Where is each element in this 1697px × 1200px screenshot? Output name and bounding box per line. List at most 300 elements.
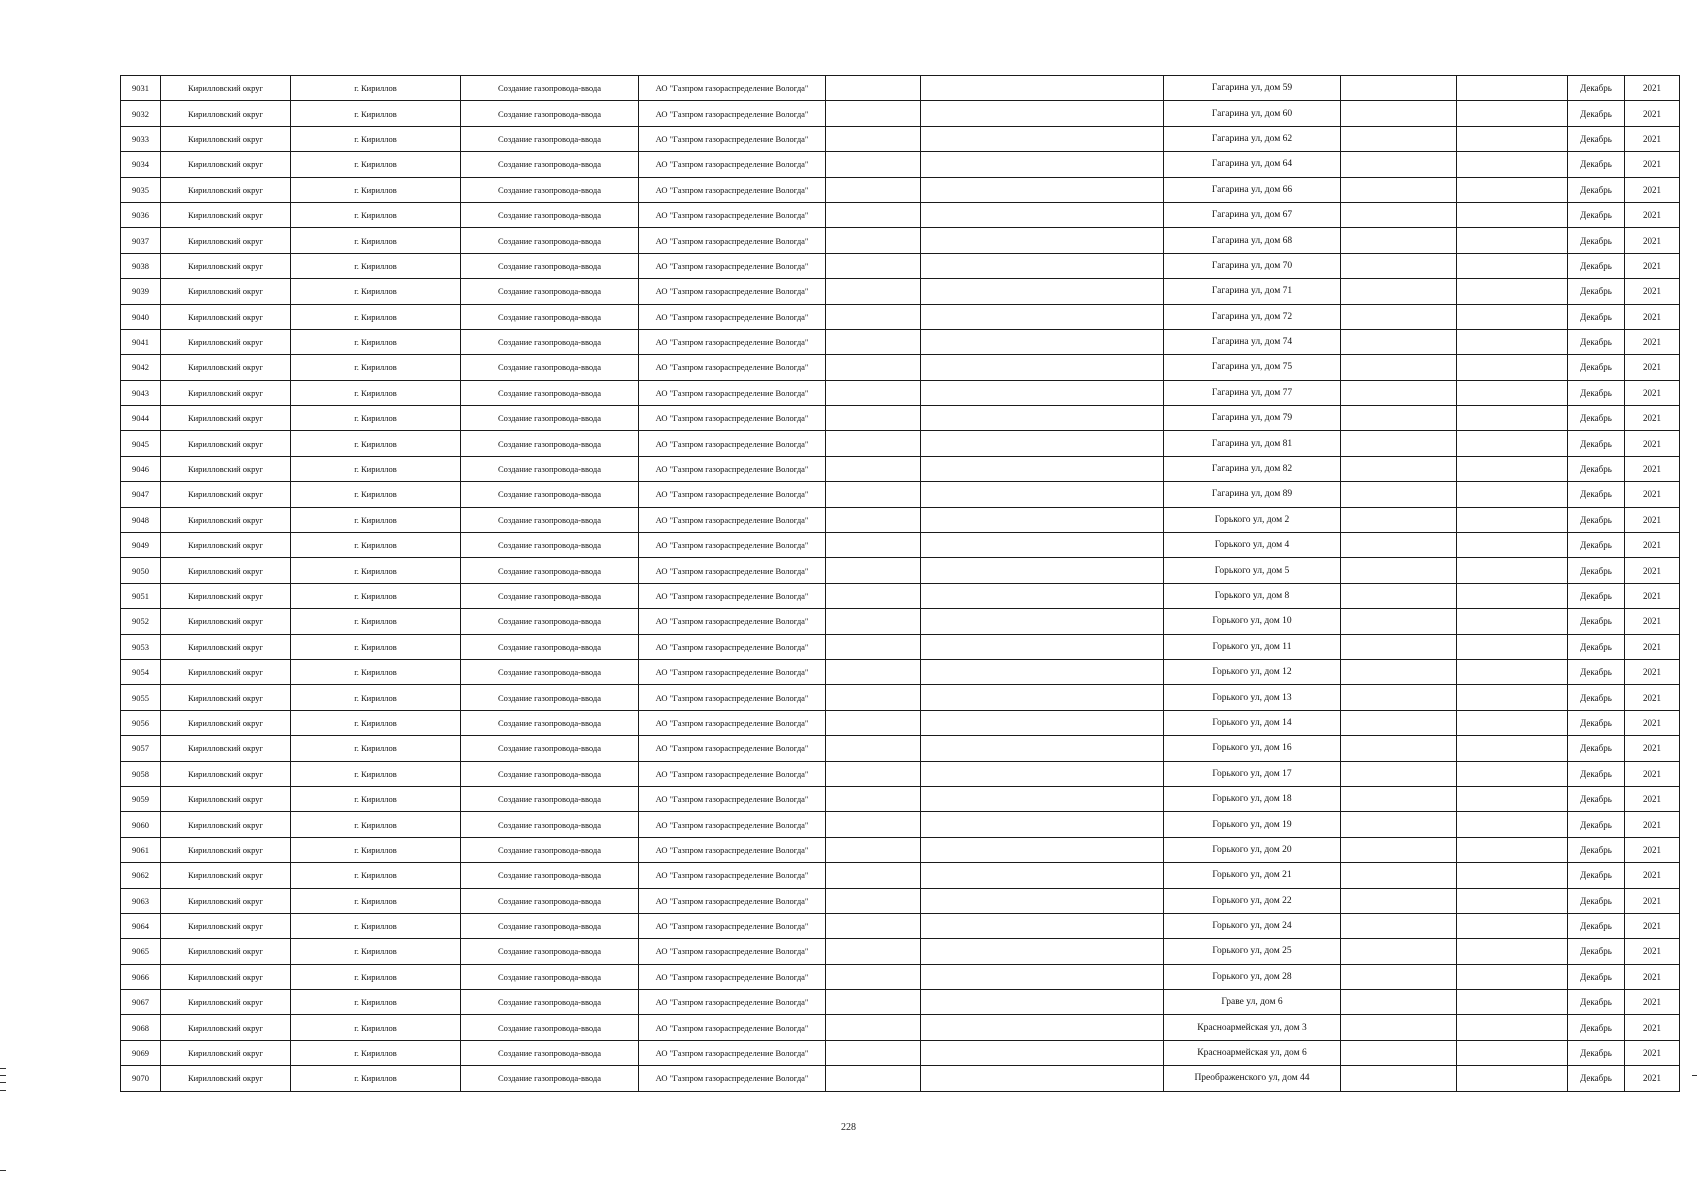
table-row bbox=[121, 279, 1680, 304]
empty-cell bbox=[921, 583, 1164, 608]
table-row bbox=[121, 253, 1680, 278]
empty-cell bbox=[921, 990, 1164, 1015]
empty-cell bbox=[1341, 101, 1457, 126]
row-number-cell: 9056 bbox=[121, 710, 161, 735]
empty-cell bbox=[921, 609, 1164, 634]
empty-cell bbox=[1341, 558, 1457, 583]
organization-cell: АО "Газпром газораспределение Вологда" bbox=[639, 964, 826, 989]
empty-cell bbox=[921, 659, 1164, 684]
address-cell: Горького ул, дом 21 bbox=[1164, 863, 1341, 888]
row-number-cell: 9041 bbox=[121, 329, 161, 354]
empty-cell bbox=[826, 202, 921, 227]
empty-cell bbox=[826, 228, 921, 253]
empty-cell bbox=[1341, 202, 1457, 227]
empty-cell bbox=[921, 126, 1164, 151]
organization-cell: АО "Газпром газораспределение Вологда" bbox=[639, 812, 826, 837]
empty-cell bbox=[826, 710, 921, 735]
row-number-cell: 9040 bbox=[121, 304, 161, 329]
work-type-cell: Создание газопровода-ввода bbox=[461, 659, 639, 684]
locality-cell: г. Кириллов bbox=[291, 253, 461, 278]
empty-cell bbox=[1341, 482, 1457, 507]
row-number-cell: 9058 bbox=[121, 761, 161, 786]
row-number-cell: 9033 bbox=[121, 126, 161, 151]
empty-cell bbox=[826, 177, 921, 202]
row-number-cell: 9031 bbox=[121, 76, 161, 101]
left-edge-mark bbox=[0, 1090, 6, 1091]
empty-cell bbox=[826, 126, 921, 151]
work-type-cell: Создание газопровода-ввода bbox=[461, 431, 639, 456]
table-row bbox=[121, 812, 1680, 837]
empty-cell bbox=[826, 431, 921, 456]
table-row bbox=[121, 482, 1680, 507]
district-cell: Кирилловский округ bbox=[161, 482, 291, 507]
row-number-cell: 9037 bbox=[121, 228, 161, 253]
empty-cell bbox=[1457, 177, 1568, 202]
district-cell: Кирилловский округ bbox=[161, 1040, 291, 1065]
district-cell: Кирилловский округ bbox=[161, 507, 291, 532]
table-row bbox=[121, 304, 1680, 329]
row-number-cell: 9038 bbox=[121, 253, 161, 278]
empty-cell bbox=[921, 253, 1164, 278]
organization-cell: АО "Газпром газораспределение Вологда" bbox=[639, 456, 826, 481]
table-row bbox=[121, 939, 1680, 964]
work-type-cell: Создание газопровода-ввода bbox=[461, 355, 639, 380]
table-row bbox=[121, 126, 1680, 151]
table-row bbox=[121, 380, 1680, 405]
work-type-cell: Создание газопровода-ввода bbox=[461, 710, 639, 735]
locality-cell: г. Кириллов bbox=[291, 329, 461, 354]
empty-cell bbox=[826, 507, 921, 532]
organization-cell: АО "Газпром газораспределение Вологда" bbox=[639, 228, 826, 253]
row-number-cell: 9052 bbox=[121, 609, 161, 634]
organization-cell: АО "Газпром газораспределение Вологда" bbox=[639, 634, 826, 659]
locality-cell: г. Кириллов bbox=[291, 609, 461, 634]
organization-cell: АО "Газпром газораспределение Вологда" bbox=[639, 1040, 826, 1065]
address-cell: Гагарина ул, дом 79 bbox=[1164, 406, 1341, 431]
empty-cell bbox=[1457, 583, 1568, 608]
empty-cell bbox=[1341, 786, 1457, 811]
organization-cell: АО "Газпром газораспределение Вологда" bbox=[639, 558, 826, 583]
row-number-cell: 9049 bbox=[121, 533, 161, 558]
empty-cell bbox=[826, 482, 921, 507]
year-cell: 2021 bbox=[1625, 482, 1680, 507]
organization-cell: АО "Газпром газораспределение Вологда" bbox=[639, 1015, 826, 1040]
table-row bbox=[121, 583, 1680, 608]
locality-cell: г. Кириллов bbox=[291, 431, 461, 456]
district-cell: Кирилловский округ bbox=[161, 101, 291, 126]
year-cell: 2021 bbox=[1625, 1040, 1680, 1065]
row-number-cell: 9070 bbox=[121, 1066, 161, 1091]
district-cell: Кирилловский округ bbox=[161, 939, 291, 964]
district-cell: Кирилловский округ bbox=[161, 583, 291, 608]
row-number-cell: 9039 bbox=[121, 279, 161, 304]
address-cell: Гагарина ул, дом 59 bbox=[1164, 76, 1341, 101]
work-type-cell: Создание газопровода-ввода bbox=[461, 177, 639, 202]
organization-cell: АО "Газпром газораспределение Вологда" bbox=[639, 380, 826, 405]
work-type-cell: Создание газопровода-ввода bbox=[461, 152, 639, 177]
organization-cell: АО "Газпром газораспределение Вологда" bbox=[639, 786, 826, 811]
work-type-cell: Создание газопровода-ввода bbox=[461, 939, 639, 964]
year-cell: 2021 bbox=[1625, 76, 1680, 101]
district-cell: Кирилловский округ bbox=[161, 812, 291, 837]
empty-cell bbox=[826, 888, 921, 913]
empty-cell bbox=[1341, 609, 1457, 634]
year-cell: 2021 bbox=[1625, 152, 1680, 177]
address-cell: Горького ул, дом 20 bbox=[1164, 837, 1341, 862]
right-edge-mark bbox=[1692, 1075, 1697, 1076]
month-cell: Декабрь bbox=[1568, 1015, 1625, 1040]
empty-cell bbox=[1341, 812, 1457, 837]
month-cell: Декабрь bbox=[1568, 101, 1625, 126]
year-cell: 2021 bbox=[1625, 202, 1680, 227]
district-cell: Кирилловский округ bbox=[161, 964, 291, 989]
month-cell: Декабрь bbox=[1568, 228, 1625, 253]
district-cell: Кирилловский округ bbox=[161, 126, 291, 151]
year-cell: 2021 bbox=[1625, 888, 1680, 913]
gasification-register-table bbox=[120, 75, 1680, 1092]
month-cell: Декабрь bbox=[1568, 558, 1625, 583]
locality-cell: г. Кириллов bbox=[291, 583, 461, 608]
month-cell: Декабрь bbox=[1568, 507, 1625, 532]
organization-cell: АО "Газпром газораспределение Вологда" bbox=[639, 863, 826, 888]
month-cell: Декабрь bbox=[1568, 710, 1625, 735]
work-type-cell: Создание газопровода-ввода bbox=[461, 685, 639, 710]
locality-cell: г. Кириллов bbox=[291, 888, 461, 913]
organization-cell: АО "Газпром газораспределение Вологда" bbox=[639, 507, 826, 532]
empty-cell bbox=[921, 837, 1164, 862]
table-row bbox=[121, 609, 1680, 634]
work-type-cell: Создание газопровода-ввода bbox=[461, 329, 639, 354]
empty-cell bbox=[1341, 228, 1457, 253]
year-cell: 2021 bbox=[1625, 279, 1680, 304]
empty-cell bbox=[921, 913, 1164, 938]
row-number-cell: 9065 bbox=[121, 939, 161, 964]
empty-cell bbox=[1457, 431, 1568, 456]
table-row bbox=[121, 456, 1680, 481]
empty-cell bbox=[826, 101, 921, 126]
address-cell: Гагарина ул, дом 66 bbox=[1164, 177, 1341, 202]
empty-cell bbox=[826, 786, 921, 811]
locality-cell: г. Кириллов bbox=[291, 1015, 461, 1040]
district-cell: Кирилловский округ bbox=[161, 406, 291, 431]
empty-cell bbox=[921, 507, 1164, 532]
year-cell: 2021 bbox=[1625, 253, 1680, 278]
table-row bbox=[121, 913, 1680, 938]
address-cell: Горького ул, дом 12 bbox=[1164, 659, 1341, 684]
empty-cell bbox=[826, 812, 921, 837]
table-row bbox=[121, 964, 1680, 989]
empty-cell bbox=[1341, 1066, 1457, 1091]
row-number-cell: 9048 bbox=[121, 507, 161, 532]
empty-cell bbox=[921, 456, 1164, 481]
month-cell: Декабрь bbox=[1568, 863, 1625, 888]
address-cell: Горького ул, дом 10 bbox=[1164, 609, 1341, 634]
row-number-cell: 9043 bbox=[121, 380, 161, 405]
district-cell: Кирилловский округ bbox=[161, 990, 291, 1015]
row-number-cell: 9064 bbox=[121, 913, 161, 938]
work-type-cell: Создание газопровода-ввода bbox=[461, 456, 639, 481]
empty-cell bbox=[1341, 659, 1457, 684]
table-row bbox=[121, 177, 1680, 202]
organization-cell: АО "Газпром газораспределение Вологда" bbox=[639, 609, 826, 634]
work-type-cell: Создание газопровода-ввода bbox=[461, 380, 639, 405]
month-cell: Декабрь bbox=[1568, 380, 1625, 405]
year-cell: 2021 bbox=[1625, 812, 1680, 837]
year-cell: 2021 bbox=[1625, 228, 1680, 253]
year-cell: 2021 bbox=[1625, 406, 1680, 431]
row-number-cell: 9034 bbox=[121, 152, 161, 177]
month-cell: Декабрь bbox=[1568, 202, 1625, 227]
year-cell: 2021 bbox=[1625, 1066, 1680, 1091]
empty-cell bbox=[1341, 583, 1457, 608]
empty-cell bbox=[921, 533, 1164, 558]
locality-cell: г. Кириллов bbox=[291, 482, 461, 507]
locality-cell: г. Кириллов bbox=[291, 380, 461, 405]
address-cell: Горького ул, дом 8 bbox=[1164, 583, 1341, 608]
work-type-cell: Создание газопровода-ввода bbox=[461, 1040, 639, 1065]
organization-cell: АО "Газпром газораспределение Вологда" bbox=[639, 101, 826, 126]
year-cell: 2021 bbox=[1625, 609, 1680, 634]
year-cell: 2021 bbox=[1625, 786, 1680, 811]
empty-cell bbox=[921, 228, 1164, 253]
empty-cell bbox=[826, 152, 921, 177]
empty-cell bbox=[1457, 736, 1568, 761]
address-cell: Горького ул, дом 17 bbox=[1164, 761, 1341, 786]
empty-cell bbox=[1457, 1040, 1568, 1065]
address-cell: Гагарина ул, дом 60 bbox=[1164, 101, 1341, 126]
address-cell: Гагарина ул, дом 62 bbox=[1164, 126, 1341, 151]
organization-cell: АО "Газпром газораспределение Вологда" bbox=[639, 939, 826, 964]
row-number-cell: 9060 bbox=[121, 812, 161, 837]
year-cell: 2021 bbox=[1625, 710, 1680, 735]
empty-cell bbox=[1457, 1015, 1568, 1040]
empty-cell bbox=[1457, 888, 1568, 913]
empty-cell bbox=[1457, 609, 1568, 634]
empty-cell bbox=[1457, 482, 1568, 507]
address-cell: Гагарина ул, дом 70 bbox=[1164, 253, 1341, 278]
work-type-cell: Создание газопровода-ввода bbox=[461, 1066, 639, 1091]
year-cell: 2021 bbox=[1625, 380, 1680, 405]
district-cell: Кирилловский округ bbox=[161, 431, 291, 456]
organization-cell: АО "Газпром газораспределение Вологда" bbox=[639, 659, 826, 684]
empty-cell bbox=[826, 558, 921, 583]
empty-cell bbox=[921, 304, 1164, 329]
work-type-cell: Создание газопровода-ввода bbox=[461, 609, 639, 634]
organization-cell: АО "Газпром газораспределение Вологда" bbox=[639, 329, 826, 354]
empty-cell bbox=[1341, 253, 1457, 278]
address-cell: Гагарина ул, дом 71 bbox=[1164, 279, 1341, 304]
month-cell: Декабрь bbox=[1568, 685, 1625, 710]
address-cell: Горького ул, дом 14 bbox=[1164, 710, 1341, 735]
empty-cell bbox=[921, 710, 1164, 735]
locality-cell: г. Кириллов bbox=[291, 304, 461, 329]
empty-cell bbox=[826, 329, 921, 354]
table-row bbox=[121, 837, 1680, 862]
empty-cell bbox=[921, 482, 1164, 507]
locality-cell: г. Кириллов bbox=[291, 786, 461, 811]
year-cell: 2021 bbox=[1625, 355, 1680, 380]
year-cell: 2021 bbox=[1625, 659, 1680, 684]
empty-cell bbox=[1457, 507, 1568, 532]
year-cell: 2021 bbox=[1625, 126, 1680, 151]
address-cell: Гагарина ул, дом 72 bbox=[1164, 304, 1341, 329]
work-type-cell: Создание газопровода-ввода bbox=[461, 812, 639, 837]
month-cell: Декабрь bbox=[1568, 888, 1625, 913]
year-cell: 2021 bbox=[1625, 177, 1680, 202]
locality-cell: г. Кириллов bbox=[291, 76, 461, 101]
locality-cell: г. Кириллов bbox=[291, 634, 461, 659]
work-type-cell: Создание газопровода-ввода bbox=[461, 406, 639, 431]
locality-cell: г. Кириллов bbox=[291, 812, 461, 837]
work-type-cell: Создание газопровода-ввода bbox=[461, 304, 639, 329]
district-cell: Кирилловский округ bbox=[161, 761, 291, 786]
month-cell: Декабрь bbox=[1568, 913, 1625, 938]
organization-cell: АО "Газпром газораспределение Вологда" bbox=[639, 761, 826, 786]
empty-cell bbox=[1457, 533, 1568, 558]
month-cell: Декабрь bbox=[1568, 329, 1625, 354]
table-row bbox=[121, 355, 1680, 380]
empty-cell bbox=[1341, 126, 1457, 151]
district-cell: Кирилловский округ bbox=[161, 786, 291, 811]
address-cell: Преображенского ул, дом 44 bbox=[1164, 1066, 1341, 1091]
empty-cell bbox=[921, 786, 1164, 811]
empty-cell bbox=[826, 863, 921, 888]
row-number-cell: 9036 bbox=[121, 202, 161, 227]
organization-cell: АО "Газпром газораспределение Вологда" bbox=[639, 406, 826, 431]
year-cell: 2021 bbox=[1625, 685, 1680, 710]
organization-cell: АО "Газпром газораспределение Вологда" bbox=[639, 837, 826, 862]
row-number-cell: 9066 bbox=[121, 964, 161, 989]
empty-cell bbox=[1341, 456, 1457, 481]
empty-cell bbox=[921, 685, 1164, 710]
empty-cell bbox=[1457, 126, 1568, 151]
empty-cell bbox=[1457, 355, 1568, 380]
empty-cell bbox=[1341, 685, 1457, 710]
district-cell: Кирилловский округ bbox=[161, 634, 291, 659]
locality-cell: г. Кириллов bbox=[291, 939, 461, 964]
empty-cell bbox=[1457, 152, 1568, 177]
empty-cell bbox=[826, 634, 921, 659]
table-row bbox=[121, 786, 1680, 811]
empty-cell bbox=[1457, 939, 1568, 964]
empty-cell bbox=[826, 533, 921, 558]
address-cell: Граве ул, дом 6 bbox=[1164, 990, 1341, 1015]
district-cell: Кирилловский округ bbox=[161, 202, 291, 227]
address-cell: Гагарина ул, дом 75 bbox=[1164, 355, 1341, 380]
locality-cell: г. Кириллов bbox=[291, 152, 461, 177]
organization-cell: АО "Газпром газораспределение Вологда" bbox=[639, 253, 826, 278]
organization-cell: АО "Газпром газораспределение Вологда" bbox=[639, 533, 826, 558]
year-cell: 2021 bbox=[1625, 329, 1680, 354]
empty-cell bbox=[1341, 888, 1457, 913]
row-number-cell: 9068 bbox=[121, 1015, 161, 1040]
district-cell: Кирилловский округ bbox=[161, 177, 291, 202]
empty-cell bbox=[1341, 431, 1457, 456]
month-cell: Декабрь bbox=[1568, 659, 1625, 684]
empty-cell bbox=[921, 558, 1164, 583]
work-type-cell: Создание газопровода-ввода bbox=[461, 76, 639, 101]
empty-cell bbox=[826, 1015, 921, 1040]
empty-cell bbox=[1341, 964, 1457, 989]
empty-cell bbox=[826, 253, 921, 278]
year-cell: 2021 bbox=[1625, 304, 1680, 329]
table-row bbox=[121, 152, 1680, 177]
empty-cell bbox=[1457, 964, 1568, 989]
district-cell: Кирилловский округ bbox=[161, 1066, 291, 1091]
work-type-cell: Создание газопровода-ввода bbox=[461, 228, 639, 253]
district-cell: Кирилловский округ bbox=[161, 558, 291, 583]
empty-cell bbox=[826, 939, 921, 964]
month-cell: Декабрь bbox=[1568, 482, 1625, 507]
district-cell: Кирилловский округ bbox=[161, 710, 291, 735]
work-type-cell: Создание газопровода-ввода bbox=[461, 583, 639, 608]
month-cell: Декабрь bbox=[1568, 609, 1625, 634]
table-row bbox=[121, 761, 1680, 786]
empty-cell bbox=[1457, 837, 1568, 862]
empty-cell bbox=[921, 177, 1164, 202]
address-cell: Красноармейская ул, дом 3 bbox=[1164, 1015, 1341, 1040]
table-row bbox=[121, 685, 1680, 710]
empty-cell bbox=[1341, 1015, 1457, 1040]
empty-cell bbox=[1457, 304, 1568, 329]
work-type-cell: Создание газопровода-ввода bbox=[461, 990, 639, 1015]
row-number-cell: 9053 bbox=[121, 634, 161, 659]
empty-cell bbox=[826, 406, 921, 431]
row-number-cell: 9046 bbox=[121, 456, 161, 481]
address-cell: Горького ул, дом 22 bbox=[1164, 888, 1341, 913]
work-type-cell: Создание газопровода-ввода bbox=[461, 533, 639, 558]
table-row bbox=[121, 202, 1680, 227]
empty-cell bbox=[826, 279, 921, 304]
month-cell: Декабрь bbox=[1568, 456, 1625, 481]
empty-cell bbox=[921, 812, 1164, 837]
year-cell: 2021 bbox=[1625, 736, 1680, 761]
empty-cell bbox=[921, 888, 1164, 913]
empty-cell bbox=[921, 355, 1164, 380]
district-cell: Кирилловский округ bbox=[161, 304, 291, 329]
empty-cell bbox=[1457, 253, 1568, 278]
empty-cell bbox=[826, 964, 921, 989]
empty-cell bbox=[921, 1040, 1164, 1065]
work-type-cell: Создание газопровода-ввода bbox=[461, 913, 639, 938]
work-type-cell: Создание газопровода-ввода bbox=[461, 837, 639, 862]
organization-cell: АО "Газпром газораспределение Вологда" bbox=[639, 888, 826, 913]
empty-cell bbox=[1457, 786, 1568, 811]
table-row bbox=[121, 329, 1680, 354]
empty-cell bbox=[921, 1066, 1164, 1091]
month-cell: Декабрь bbox=[1568, 939, 1625, 964]
empty-cell bbox=[1457, 279, 1568, 304]
organization-cell: АО "Газпром газораспределение Вологда" bbox=[639, 583, 826, 608]
locality-cell: г. Кириллов bbox=[291, 456, 461, 481]
empty-cell bbox=[1341, 863, 1457, 888]
empty-cell bbox=[1457, 685, 1568, 710]
work-type-cell: Создание газопровода-ввода bbox=[461, 1015, 639, 1040]
empty-cell bbox=[921, 939, 1164, 964]
month-cell: Декабрь bbox=[1568, 761, 1625, 786]
locality-cell: г. Кириллов bbox=[291, 837, 461, 862]
table-row bbox=[121, 990, 1680, 1015]
empty-cell bbox=[826, 1040, 921, 1065]
month-cell: Декабрь bbox=[1568, 431, 1625, 456]
organization-cell: АО "Газпром газораспределение Вологда" bbox=[639, 482, 826, 507]
locality-cell: г. Кириллов bbox=[291, 1066, 461, 1091]
address-cell: Горького ул, дом 2 bbox=[1164, 507, 1341, 532]
row-number-cell: 9057 bbox=[121, 736, 161, 761]
district-cell: Кирилловский округ bbox=[161, 253, 291, 278]
locality-cell: г. Кириллов bbox=[291, 761, 461, 786]
locality-cell: г. Кириллов bbox=[291, 406, 461, 431]
